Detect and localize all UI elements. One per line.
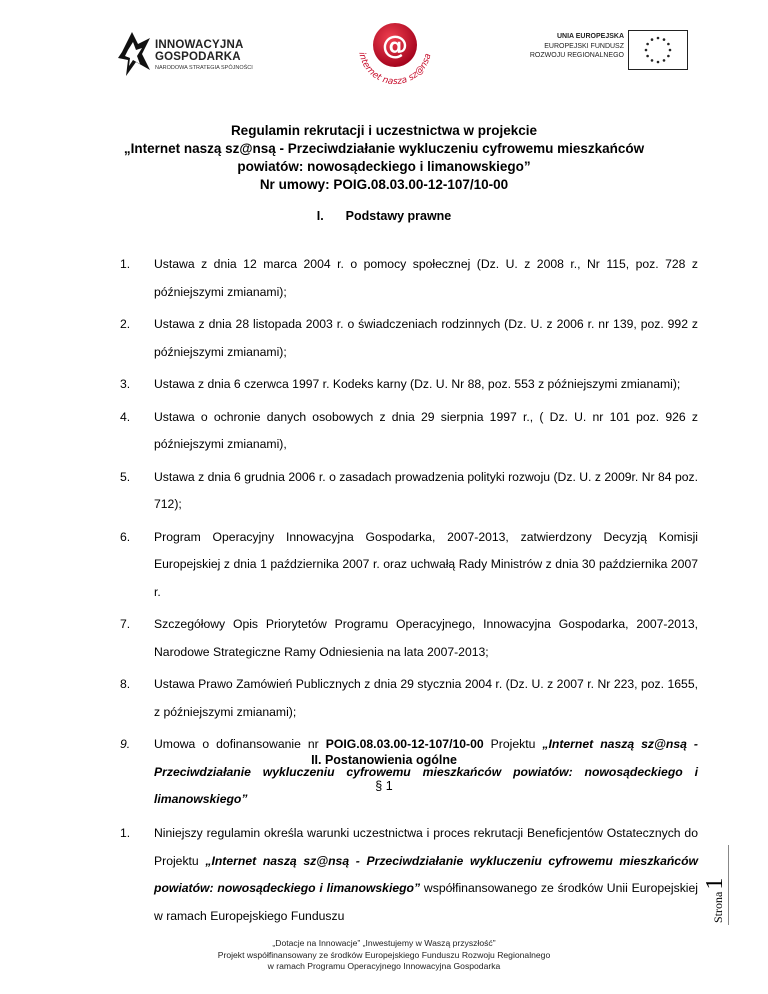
eu-logo-line2: EUROPEJSKI FUNDUSZ: [544, 43, 624, 50]
at-sign-logo-icon: [345, 18, 445, 92]
ig-logo-line2: GOSPODARKA: [155, 51, 241, 63]
ig-star-icon: [118, 30, 152, 78]
footer-line1: „Dotacje na Innowacje” „Inwestujemy w Waszą przyszłość”: [272, 938, 496, 948]
section1-number: I.: [316, 209, 324, 223]
page-word: Strona: [711, 891, 725, 923]
list-item: 3. Ustawa z dnia 6 czerwca 1997 r. Kodeks karny (Dz. U. Nr 88, poz. 553 z późniejszymi zmianami);: [120, 377, 681, 391]
ig-logo-line1: INNOWACYJNA: [155, 39, 244, 51]
document-title: [0, 122, 768, 194]
page-label-divider: [728, 845, 729, 925]
list-item: 9. Umowa o dofinansowanie nr POIG.08.03.00-12-107/10-00 Projektu „Internet naszą sz@nsą - Przeciwdziałanie wykluczeniu cyfrowemu mieszkańców powiatów: nowosądeckiego i limanowskiego”: [120, 737, 698, 806]
page-number: 1: [702, 877, 728, 890]
innowacyjna-gospodarka-logo: [118, 30, 288, 78]
title-line3: powiatów: nowosądeckiego i limanowskiego”: [237, 159, 531, 174]
general-provisions-list: [120, 820, 698, 935]
title-line1: Regulamin rekrutacji i uczestnictwa w projekcie: [230, 123, 538, 138]
list-item: 4. Ustawa o ochronie danych osobowych z dnia 29 sierpnia 1997 r., ( Dz. U. nr 101 poz. 926 z późniejszymi zmianami),: [120, 409, 698, 451]
list-item: 8. Ustawa Prawo Zamówień Publicznych z dnia 29 stycznia 2004 r. (Dz. U. z 2007 r. Nr 223, poz. 1655, z późniejszymi zmianami);: [120, 677, 698, 719]
eu-logo-line3: ROZWOJU REGIONALNEGO: [529, 52, 624, 59]
section1-title: Podstawy prawne: [345, 209, 452, 223]
page-footer: [0, 938, 768, 973]
eu-logo: [520, 30, 688, 70]
eu-flag-icon: [628, 30, 688, 70]
section2-heading: II. Postanowienia ogólne: [311, 753, 457, 767]
ig-logo-line3: NARODOWA STRATEGIA SPÓJNOŚCI: [155, 65, 253, 71]
footer-line3: w ramach Programu Operacyjnego Innowacyjna Gospodarka: [267, 961, 501, 971]
eu-logo-line1: UNIA EUROPEJSKA: [556, 33, 624, 40]
paragraph-sign: § 1: [375, 779, 393, 793]
list-item: 5. Ustawa z dnia 6 grudnia 2006 r. o zasadach prowadzenia polityki rozwoju (Dz. U. z 2009r. Nr 84 poz. 712);: [120, 469, 698, 511]
list-item: 1. Niniejszy regulamin określa warunki uczestnictwa i proces rekrutacji Beneficjentów Ostatecznych do Projektu „Internet naszą sz@nsą - Przeciwdziałanie wykluczeniu cyfrowemu mieszkańców powiatów: nowosądeckiego i limanowskiego” współfinansowanego ze środków Unii Europejskiej w ramach Europejskiego Funduszu: [120, 826, 698, 923]
list-item: 7. Szczegółowy Opis Priorytetów Programu Operacyjnego, Innowacyjna Gospodarka, 2007-2013, Narodowe Strategiczne Ramy Odniesienia na lata 2007-2013;: [120, 617, 698, 659]
title-line2: „Internet naszą sz@nsą - Przeciwdziałanie wykluczeniu cyfrowemu mieszkańców: [123, 141, 645, 156]
title-line4: Nr umowy: POIG.08.03.00-12-107/10-00: [259, 177, 509, 192]
list-item: 6. Program Operacyjny Innowacyjna Gospodarka, 2007-2013, zatwierdzony Decyzją Komisji Europejskiej z dnia 1 października 2007 r. oraz uchwałą Rady Ministrów z dnia 30 października 2007 r.: [120, 529, 698, 599]
list-item: 2. Ustawa z dnia 28 listopada 2003 r. o świadczeniach rodzinnych (Dz. U. z 2006 r. nr 139, poz. 992 z późniejszymi zmianami);: [120, 317, 698, 359]
section1-heading: [0, 209, 768, 223]
page-number-label: [700, 845, 730, 925]
internet-nasza-szansa-logo: [345, 18, 445, 92]
footer-line2: Projekt współfinansowany ze środków Europejskiego Funduszu Rozwoju Regionalnego: [217, 949, 551, 960]
legal-basis-list: [120, 251, 698, 819]
logo-arc-text: internet nasza sz@nsa: [356, 51, 434, 88]
at-symbol: @: [382, 31, 408, 61]
list-item: 1. Ustawa z dnia 12 marca 2004 r. o pomocy społecznej (Dz. U. z 2008 r., Nr 115, poz. 728 z późniejszymi zmianami);: [120, 257, 698, 299]
